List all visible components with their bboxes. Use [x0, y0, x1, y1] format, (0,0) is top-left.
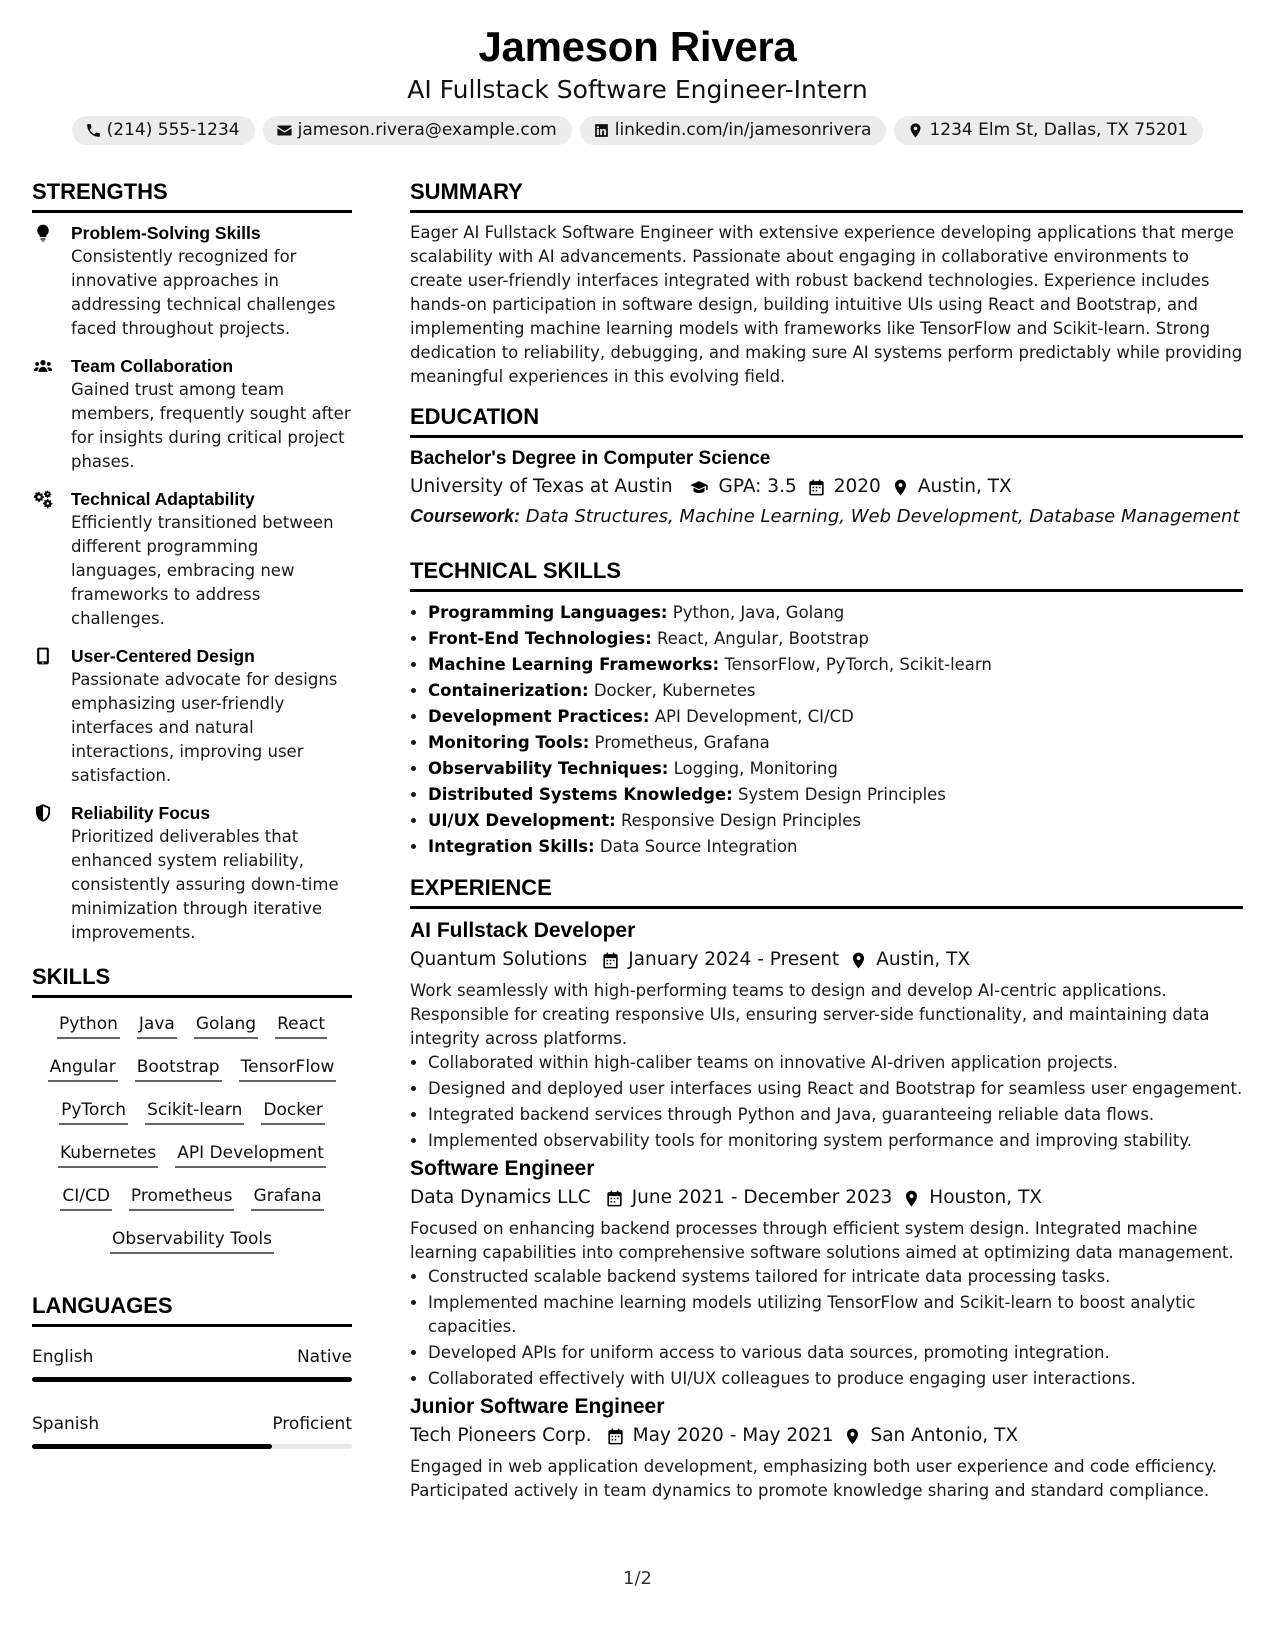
contact-email[interactable]: [263, 116, 572, 145]
education-year: 2020: [833, 476, 881, 497]
job-summary: Work seamlessly with high-performing teams to design and develop AI-centric applications. Responsible for creating responsive UIs, ensuring server-side functionality, and maintaining data integrity across platforms.: [410, 981, 1210, 1048]
strength-item: [32, 354, 352, 474]
summary-text: Eager AI Fullstack Software Engineer with extensive experience developing applications that merge scalability with AI advancements. Passionate about engaging in collaborative environments to create user-friendly interfaces integrated with robust backend technologies. Experience includes hands-on participation in software design, building intuitive UIs using React and Bootstrap, and implementing machine learning models with frameworks like TensorFlow and Scikit-learn. Strong dedication to reliability, debugging, and making sure AI systems perform predictably while providing meaningful experiences in this evolving field.: [410, 223, 1243, 386]
tech-skill-value: Data Source Integration: [599, 837, 798, 856]
job-location: Austin, TX: [876, 949, 971, 970]
skill-tag: Docker: [261, 1098, 325, 1125]
job-title: Junior Software Engineer: [410, 1395, 665, 1418]
strength-desc: Consistently recognized for innovative approaches in addressing technical challenges faced throughout projects.: [71, 247, 336, 338]
language-name: English: [32, 1347, 94, 1367]
calendar-icon: [601, 951, 620, 970]
education-school: University of Texas at Austin: [410, 476, 673, 497]
language-name: Spanish: [32, 1414, 100, 1434]
candidate-title: AI Fullstack Software Engineer-Intern: [407, 75, 868, 104]
education-heading: EDUCATION: [410, 403, 1243, 438]
strength-desc: Efficiently transitioned between different programming languages, embracing new frameworks to address challenges.: [71, 513, 334, 628]
contact-address: [894, 116, 1203, 145]
contact-address-text: 1234 Elm St, Dallas, TX 75201: [929, 120, 1189, 140]
list-item: [428, 678, 1243, 704]
skill-tag: Prometheus: [129, 1184, 235, 1211]
language-row: [32, 1345, 352, 1369]
tech-skill-label: Development Practices:: [428, 707, 650, 726]
skill-tag: TensorFlow: [239, 1055, 337, 1082]
candidate-name: Jameson Rivera: [478, 23, 797, 70]
contact-bar: [0, 116, 1275, 145]
list-item: [428, 834, 1243, 860]
contact-phone[interactable]: [72, 116, 255, 145]
list-item: [428, 782, 1243, 808]
strength-title: Problem-Solving Skills: [71, 223, 261, 243]
map-pin-icon: [891, 478, 910, 497]
skill-tag: Grafana: [251, 1184, 323, 1211]
graduation-cap-icon: [687, 478, 711, 497]
lightbulb-icon: [33, 223, 53, 243]
education-gpa: GPA: 3.5: [718, 476, 797, 497]
tech-skill-value: API Development, CI/CD: [654, 707, 854, 726]
shield-icon: [33, 803, 53, 823]
job-location: San Antonio, TX: [870, 1425, 1019, 1446]
experience-entry: [410, 1393, 1243, 1503]
list-item: • Collaborated effectively with UI/UX colleagues to produce engaging user interactions.: [428, 1367, 1243, 1391]
envelope-icon: [276, 122, 293, 139]
map-pin-icon: [907, 122, 924, 139]
users-icon: [33, 356, 53, 376]
skill-tag: Angular: [48, 1055, 118, 1082]
technical-skills-heading: TECHNICAL SKILLS: [410, 557, 1243, 592]
list-item: • Implemented observability tools for monitoring system performance and improving stability.: [428, 1129, 1243, 1153]
technical-skills-list: [410, 600, 1243, 860]
languages-heading: LANGUAGES: [32, 1292, 352, 1327]
skill-tag: Kubernetes: [58, 1141, 158, 1168]
tech-skill-value: React, Angular, Bootstrap: [656, 629, 870, 648]
job-dates: May 2020 - May 2021: [632, 1425, 834, 1446]
skill-tag: API Development: [175, 1141, 326, 1168]
language-bar-fill: [32, 1444, 272, 1449]
list-item: [428, 600, 1243, 626]
job-meta: [410, 1183, 1243, 1213]
strength-item: [32, 644, 352, 788]
list-item: [428, 730, 1243, 756]
coursework-text: Data Structures, Machine Learning, Web Development, Database Management: [525, 506, 1240, 527]
list-item: [428, 652, 1243, 678]
job-bullets: [410, 1051, 1243, 1153]
strength-item: [32, 801, 352, 945]
left-column: [32, 178, 352, 1479]
tech-skill-value: System Design Principles: [737, 785, 946, 804]
tech-skill-label: UI/UX Development:: [428, 811, 616, 830]
experience-entry: [410, 1155, 1243, 1391]
strength-item: [32, 221, 352, 341]
right-column: [410, 178, 1243, 1503]
tech-skill-label: Observability Techniques:: [428, 759, 669, 778]
skill-tag: Python: [57, 1012, 120, 1039]
list-item: [428, 626, 1243, 652]
list-item: • Integrated backend services through Python and Java, guaranteeing reliable data flows.: [428, 1103, 1243, 1127]
job-title: AI Fullstack Developer: [410, 919, 636, 942]
tech-skill-label: Containerization:: [428, 681, 589, 700]
map-pin-icon: [843, 1427, 862, 1446]
calendar-icon: [605, 1189, 624, 1208]
skill-tag: React: [275, 1012, 327, 1039]
list-item: [428, 704, 1243, 730]
page-number: 1/2: [623, 1568, 652, 1589]
job-summary: Focused on enhancing backend processes through efficient system design. Integrated machine learning capabilities into comprehensive software solutions aimed at optimizing data management.: [410, 1219, 1234, 1262]
tech-skill-label: Machine Learning Frameworks:: [428, 655, 720, 674]
map-pin-icon: [902, 1189, 921, 1208]
skills-heading: SKILLS: [32, 963, 352, 998]
skill-tag: Java: [137, 1012, 177, 1039]
list-item: • Implemented machine learning models utilizing TensorFlow and Scikit-learn to boost analytic capacities.: [428, 1291, 1243, 1339]
skill-tag: PyTorch: [59, 1098, 128, 1125]
strength-title: User-Centered Design: [71, 646, 255, 666]
tech-skill-label: Monitoring Tools:: [428, 733, 590, 752]
languages-list: [32, 1345, 352, 1449]
strength-desc: Prioritized deliverables that enhanced system reliability, consistently assuring down-time minimization through iterative improvements.: [71, 827, 339, 942]
job-company: Tech Pioneers Corp.: [410, 1425, 592, 1446]
job-company: Quantum Solutions: [410, 949, 588, 970]
tech-skill-value: Logging, Monitoring: [673, 759, 838, 778]
phone-icon: [85, 122, 102, 139]
contact-email-text: jameson.rivera@example.com: [297, 120, 557, 140]
language-level: Native: [296, 1347, 352, 1367]
mobile-icon: [33, 646, 53, 666]
list-item: [428, 808, 1243, 834]
summary-heading: SUMMARY: [410, 178, 1243, 213]
strength-desc: Gained trust among team members, frequently sought after for insights during critical project phases.: [71, 380, 351, 471]
list-item: • Designed and deployed user interfaces using React and Bootstrap for seamless user engagement.: [428, 1077, 1243, 1101]
map-pin-icon: [849, 951, 868, 970]
language-row: [32, 1412, 352, 1436]
tech-skill-value: Python, Java, Golang: [672, 603, 845, 622]
skill-tag: CI/CD: [60, 1184, 112, 1211]
tech-skill-value: TensorFlow, PyTorch, Scikit-learn: [724, 655, 992, 674]
skill-tag: Scikit-learn: [145, 1098, 244, 1125]
calendar-icon: [606, 1427, 625, 1446]
strength-title: Team Collaboration: [71, 356, 234, 376]
education-location: Austin, TX: [917, 476, 1012, 497]
list-item: [428, 756, 1243, 782]
coursework-label: Coursework:: [410, 506, 521, 526]
job-bullets: [410, 1265, 1243, 1391]
language-bar: [32, 1444, 352, 1449]
language-bar: [32, 1377, 352, 1382]
strengths-heading: STRENGTHS: [32, 178, 352, 213]
list-item: • Constructed scalable backend systems tailored for intricate data processing tasks.: [428, 1265, 1243, 1289]
language-level: Proficient: [272, 1414, 352, 1434]
language-bar-fill: [32, 1377, 352, 1382]
tech-skill-value: Docker, Kubernetes: [593, 681, 756, 700]
job-dates: January 2024 - Present: [628, 949, 840, 970]
tech-skill-value: Responsive Design Principles: [620, 811, 861, 830]
contact-linkedin-text: linkedin.com/in/jamesonrivera: [614, 120, 872, 140]
job-meta: [410, 945, 1243, 975]
education-meta: [410, 472, 1243, 502]
education-coursework: [410, 502, 1243, 531]
strength-title: Reliability Focus: [71, 803, 211, 823]
job-dates: June 2021 - December 2023: [631, 1187, 893, 1208]
skill-tag: Observability Tools: [110, 1227, 274, 1254]
job-meta: [410, 1421, 1243, 1451]
contact-phone-text: (214) 555-1234: [106, 120, 240, 140]
experience-entry: [410, 917, 1243, 1153]
skill-tag: Golang: [194, 1012, 258, 1039]
tech-skill-label: Integration Skills:: [428, 837, 595, 856]
calendar-icon: [807, 478, 826, 497]
job-location: Houston, TX: [929, 1187, 1042, 1208]
job-summary: Engaged in web application development, emphasizing both user experience and code efficiency. Participated actively in team dynamics to promote knowledge sharing and standard compliance.: [410, 1457, 1218, 1500]
experience-heading: EXPERIENCE: [410, 874, 1243, 909]
strength-item: [32, 487, 352, 631]
strength-desc: Passionate advocate for designs emphasizing user-friendly interfaces and natural interactions, improving user satisfaction.: [71, 670, 338, 785]
job-company: Data Dynamics LLC: [410, 1187, 591, 1208]
tech-skill-label: Front-End Technologies:: [428, 629, 652, 648]
job-title: Software Engineer: [410, 1157, 595, 1180]
tech-skill-value: Prometheus, Grafana: [594, 733, 770, 752]
list-item: • Developed APIs for uniform access to various data sources, promoting integration.: [428, 1341, 1243, 1365]
education-degree: Bachelor's Degree in Computer Science: [410, 448, 771, 469]
resume-header: [0, 22, 1275, 145]
strength-title: Technical Adaptability: [71, 489, 255, 509]
tech-skill-label: Distributed Systems Knowledge:: [428, 785, 733, 804]
linkedin-icon: [593, 122, 610, 139]
gears-icon: [33, 489, 53, 509]
skills-grid: [32, 1006, 352, 1254]
contact-linkedin[interactable]: [580, 116, 887, 145]
tech-skill-label: Programming Languages:: [428, 603, 668, 622]
list-item: • Collaborated within high-caliber teams on innovative AI-driven application projects.: [428, 1051, 1243, 1075]
skill-tag: Bootstrap: [135, 1055, 222, 1082]
